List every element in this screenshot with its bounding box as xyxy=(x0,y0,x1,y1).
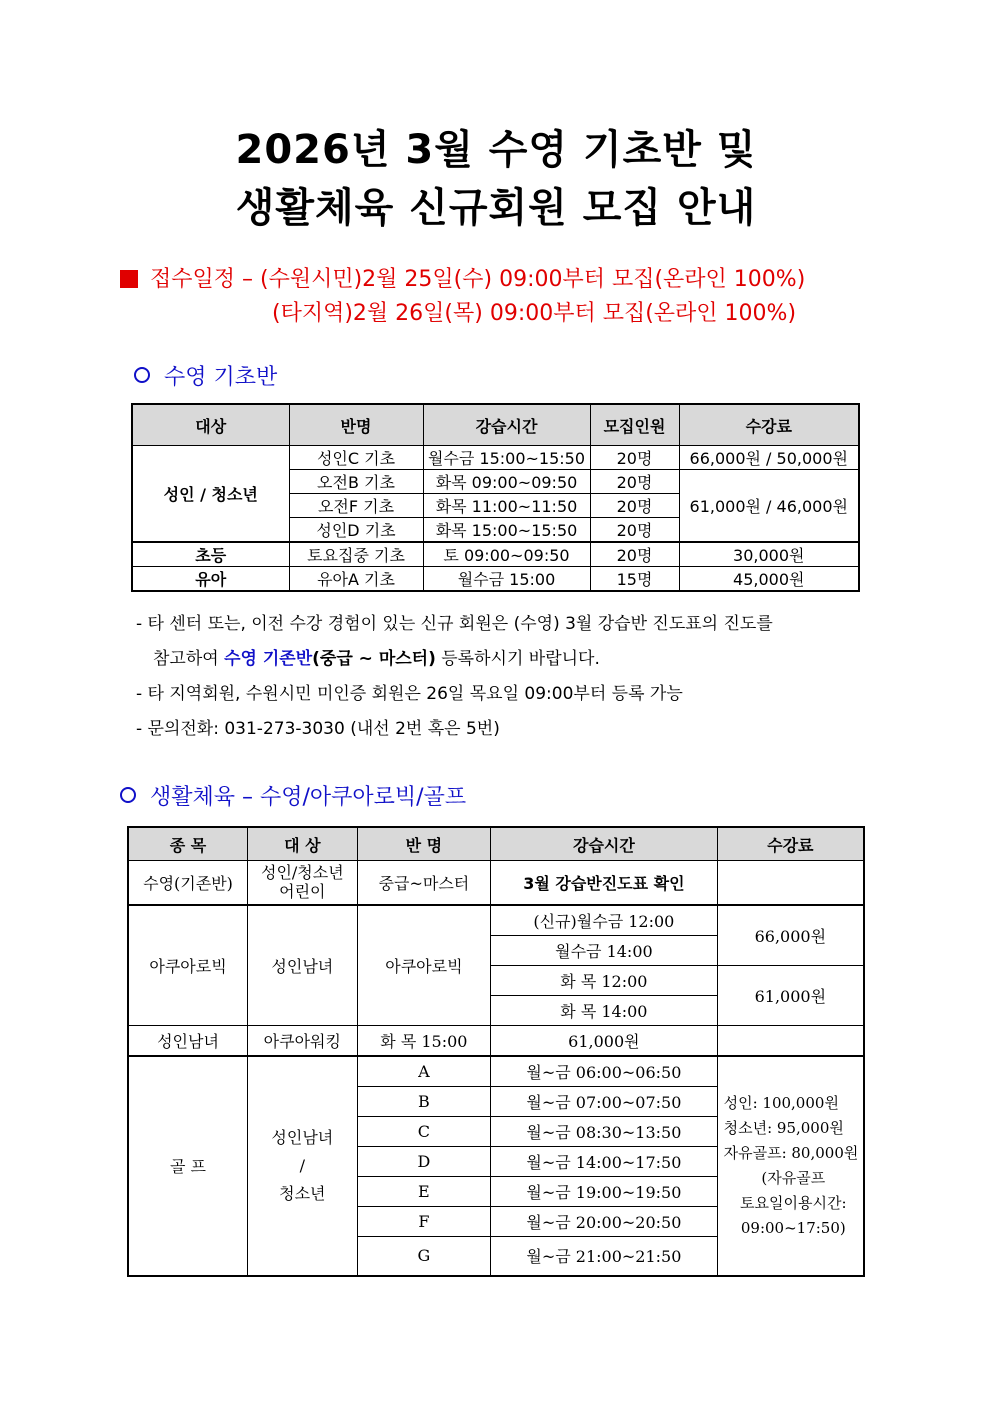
table-row: 오전F 기초 화목 11:00~11:50 20명 xyxy=(132,494,859,518)
golf-fee-cell: 성인: 100,000원 청소년: 95,000원 자유골프: 80,000원 (자유골프 토요일이용시간: 09:00~17:50) xyxy=(717,1056,864,1277)
table-row: 성인D 기초 화목 15:00~15:50 20명 xyxy=(132,518,859,543)
table-row: 오전B 기초 화목 09:00~09:50 20명 61,000원 / 46,000원 xyxy=(132,470,859,494)
circle-bullet-icon xyxy=(120,787,136,803)
schedule-line2: (타지역)2월 26일(목) 09:00부터 모집(온라인 100%) xyxy=(272,301,797,326)
page-title-line1: 2026년 3월 수영 기초반 및 xyxy=(235,127,757,173)
table-row: 성인남녀 아쿠아워킹 화 목 15:00 61,000원 xyxy=(128,1025,864,1056)
swim-basic-table xyxy=(131,403,860,592)
table-row: D 월~금 14:00~17:50 xyxy=(128,1146,864,1176)
schedule-line1: 접수일정 – (수원시민)2월 25일(수) 09:00부터 모집(온라인 100%) xyxy=(120,262,805,293)
page-title-line2: 생활체육 신규회원 모집 안내 xyxy=(235,185,757,231)
table-row: 아쿠아로빅 성인남녀 아쿠아로빅 (신규)월수금 12:00 66,000원 xyxy=(128,905,864,936)
table-row: 월수금 14:00 xyxy=(128,935,864,965)
sports-table xyxy=(127,826,865,1277)
notes-block xyxy=(136,607,773,747)
table-row: 화 목 12:00 61,000원 xyxy=(128,965,864,995)
table-row: 수영(기존반) 성인/청소년 어린이 중급~마스터 3월 강습반진도표 확인 xyxy=(128,861,864,905)
circle-bullet-icon xyxy=(134,367,150,383)
note-line: - 타 지역회원, 수원시민 미인증 회원은 26일 목요일 09:00부터 등록 가능 xyxy=(136,684,683,704)
table-header-row: 대상 반명 강습시간 모집인원 수강료 xyxy=(132,404,859,446)
table-row: E 월~금 19:00~19:50 xyxy=(128,1176,864,1206)
table-row: C 월~금 08:30~13:50 xyxy=(128,1116,864,1146)
table-row: B 월~금 07:00~07:50 xyxy=(128,1086,864,1116)
note-line: - 타 센터 또는, 이전 수강 경험이 있는 신규 회원은 (수영) 3월 강습반 진도표의 진도를 xyxy=(136,614,773,634)
table-header-row: 종 목 대 상 반 명 강습시간 수강료 xyxy=(128,827,864,861)
sports-section-heading: 생활체육 – 수영/아쿠아로빅/골프 xyxy=(120,780,466,811)
swim-section-heading: 수영 기초반 xyxy=(134,360,277,391)
table-row: 화 목 14:00 xyxy=(128,995,864,1025)
note-line: 참고하여 수영 기존반(중급 ~ 마스터) 등록하시기 바랍니다. xyxy=(153,649,600,669)
note-line: - 문의전화: 031-273-3030 (내선 2번 혹은 5번) xyxy=(136,719,500,739)
table-row: 초등 토요집중 기초 토 09:00~09:50 20명 30,000원 xyxy=(132,542,859,567)
square-bullet-icon xyxy=(120,270,138,288)
table-row: 유아 유아A 기초 월수금 15:00 15명 45,000원 xyxy=(132,567,859,592)
table-row: 성인 / 청소년 성인C 기초 월수금 15:00~15:50 20명 66,000원 / 50,000원 xyxy=(132,446,859,470)
table-row: G 월~금 21:00~21:50 xyxy=(128,1236,864,1276)
table-row: F 월~금 20:00~20:50 xyxy=(128,1206,864,1236)
table-row: 골 프 성인남녀 / 청소년 A 월~금 06:00~06:50 성인: 100,000원 청소년: 95,000원 자유골프: 80,000원 (자유골프 토요일이용시간: 09:00~17:50) xyxy=(128,1056,864,1087)
